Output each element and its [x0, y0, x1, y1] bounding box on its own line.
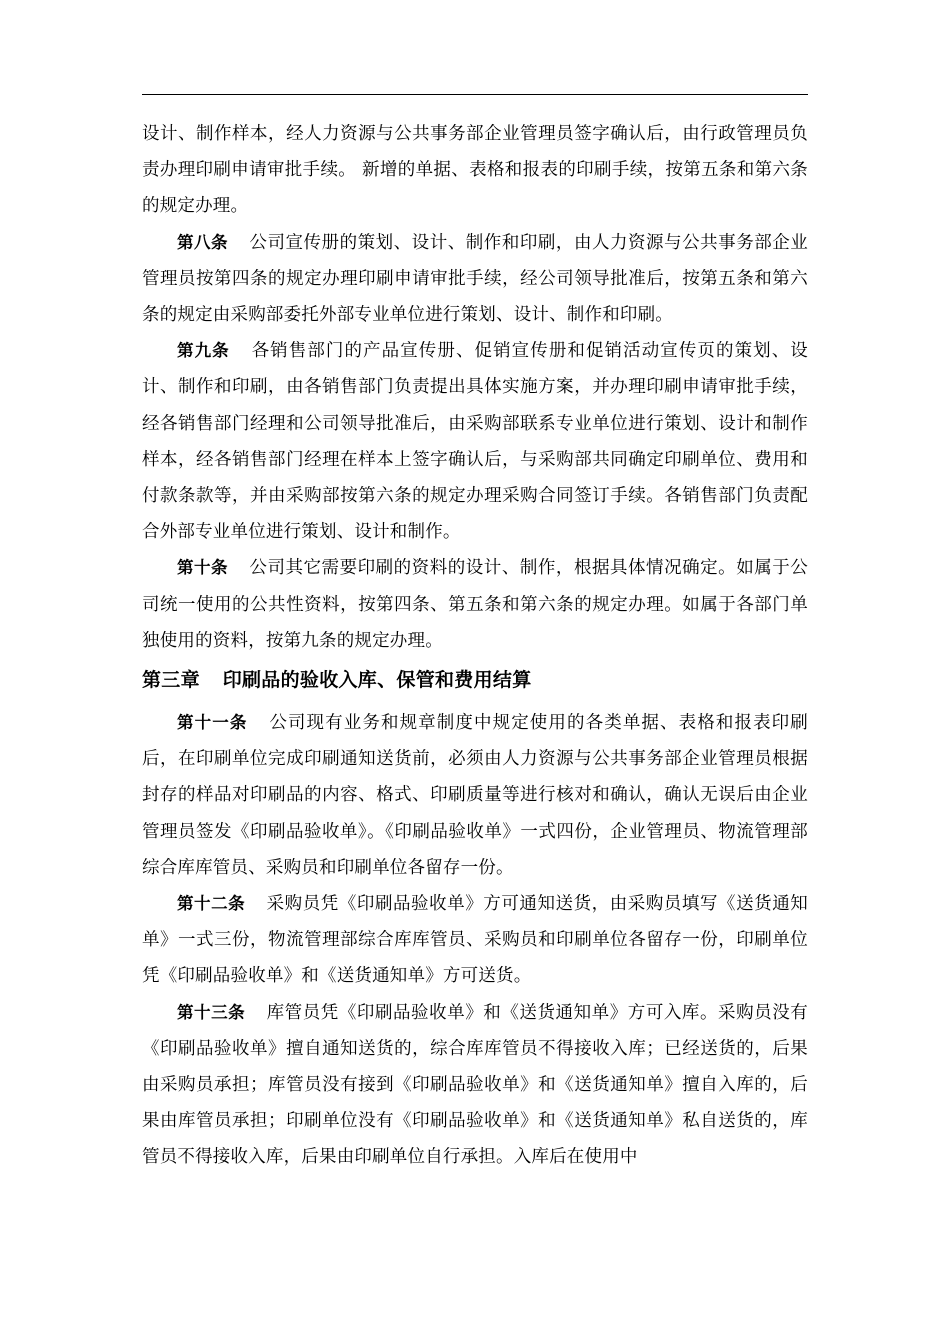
article-number: 第八条: [177, 232, 229, 252]
article-8: [142, 225, 808, 334]
article-text: 采购员凭《印刷品验收单》方可通知送货，由采购员填写《送货通知单》一式三份，物流管理部综合库库管员、采购员和印刷单位各留存一份，印刷单位凭《印刷品验收单》和《送货通知单》方可送货。: [142, 894, 808, 987]
article-12: [142, 886, 808, 995]
article-text: 公司现有业务和规章制度中规定使用的各类单据、表格和报表印刷后，在印刷单位完成印刷通知送货前，必须由人力资源与公共事务部企业管理员根据封存的样品对印刷品的内容、格式、印刷质量等进行核对和确认，确认无误后由企业管理员签发《印刷品验收单》。《印刷品验收单》一式四份，企业管理员、物流管理部综合库库管员、采购员和印刷单位各留存一份。: [142, 713, 808, 878]
article-number: 第十三条: [177, 1002, 246, 1022]
article-10: [142, 550, 808, 659]
header-rule: [142, 94, 808, 95]
article-11: [142, 705, 808, 886]
article-13: [142, 995, 808, 1176]
article-text: 各销售部门的产品宣传册、促销宣传册和促销活动宣传页的策划、设计、制作和印刷，由各销售部门负责提出具体实施方案，并办理印刷申请审批手续，经各销售部门经理和公司领导批准后，由采购部联系专业单位进行策划、设计和制作样本，经各销售部门经理在样本上签字确认后，与采购部共同确定印刷单位、费用和付款条款等，并由采购部按第六条的规定办理采购合同签订手续。各销售部门负责配合外部专业单位进行策划、设计和制作。: [142, 341, 808, 543]
chapter-heading: [142, 661, 808, 699]
article-number: 第十条: [177, 558, 229, 578]
article-9: [142, 333, 808, 550]
chapter-number: 第三章: [142, 669, 200, 692]
chapter-title: 印刷品的验收入库、保管和费用结算: [222, 669, 532, 692]
paragraph-text: 设计、制作样本，经人力资源与公共事务部企业管理员签字确认后，由行政管理员负责办理印刷申请审批手续。 新增的单据、表格和报表的印刷手续，按第五条和第六条的规定办理。: [142, 124, 808, 217]
article-text: 公司其它需要印刷的资料的设计、制作，根据具体情况确定。如属于公司统一使用的公共性资料，按第四条、第五条和第六条的规定办理。如属于各部门单独使用的资料，按第九条的规定办理。: [142, 558, 808, 651]
article-number: 第十一条: [177, 713, 248, 733]
article-number: 第十二条: [177, 894, 246, 914]
article-text: 公司宣传册的策划、设计、制作和印刷，由人力资源与公共事务部企业管理员按第四条的规定办理印刷申请审批手续，经公司领导批准后，按第五条和第六条的规定由采购部委托外部专业单位进行策划、设计、制作和印刷。: [142, 232, 808, 326]
paragraph-continued: [142, 116, 808, 225]
article-text: 库管员凭《印刷品验收单》和《送货通知单》方可入库。采购员没有《印刷品验收单》擅自通知送货的，综合库库管员不得接收入库；已经送货的，后果由采购员承担；库管员没有接到《印刷品验收单》和《送货通知单》擅自入库的，后果由库管员承担；印刷单位没有《印刷品验收单》和《送货通知单》私自送货的，库管员不得接收入库，后果由印刷单位自行承担。入库后在使用中: [142, 1002, 808, 1168]
article-number: 第九条: [177, 341, 230, 361]
document-body: [142, 116, 808, 1176]
